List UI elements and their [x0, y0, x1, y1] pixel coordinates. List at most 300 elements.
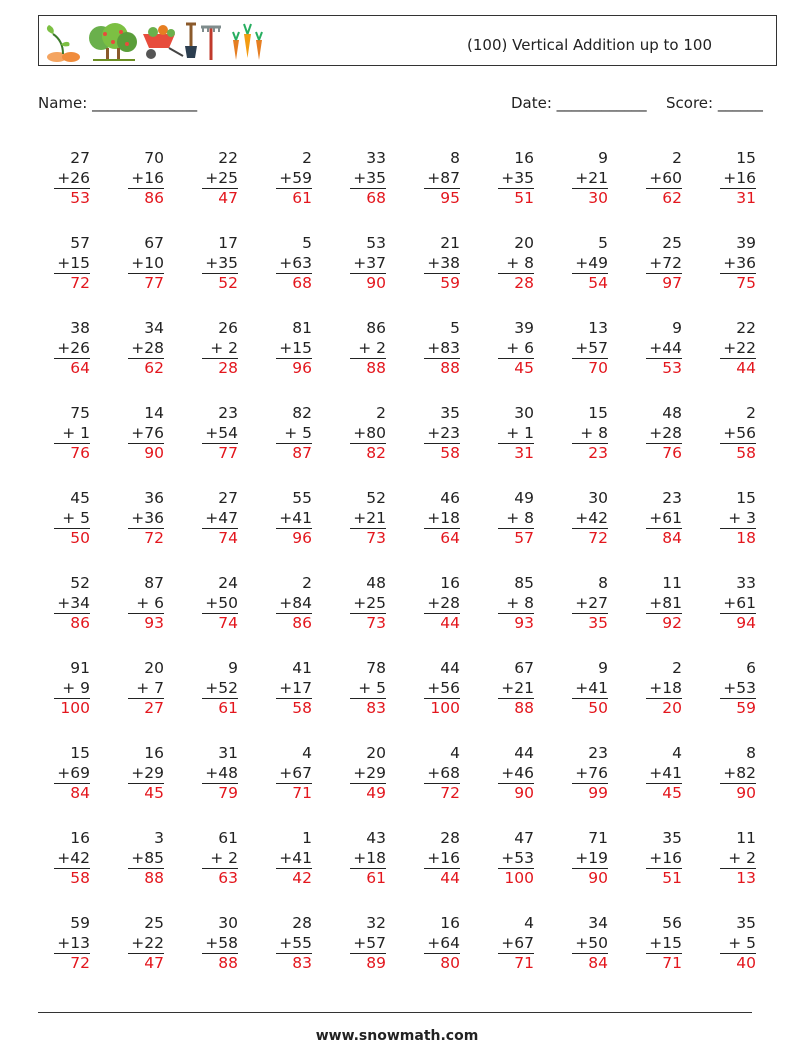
answer: 92: [662, 614, 682, 632]
addition-problem: [40, 574, 90, 634]
addend-bottom: +48: [205, 763, 238, 782]
answer: 62: [662, 189, 682, 207]
addend-top: 81: [292, 319, 312, 337]
answer: 28: [514, 274, 534, 292]
addend-bottom: +10: [131, 253, 164, 272]
answer: 70: [588, 359, 608, 377]
addition-problem: [336, 404, 386, 464]
addend-bottom: + 6: [136, 593, 164, 612]
name-field[interactable]: Name: ______________: [38, 94, 198, 112]
answer: 44: [736, 359, 756, 377]
addition-problem: [558, 659, 608, 719]
addend-bottom: + 8: [506, 508, 534, 527]
answer: 96: [292, 359, 312, 377]
answer: 99: [588, 784, 608, 802]
addend-bottom: +83: [427, 338, 460, 357]
answer: 84: [70, 784, 90, 802]
answer: 54: [588, 274, 608, 292]
addition-problem: [706, 234, 756, 294]
addition-problem: [262, 574, 312, 634]
addend-bottom: +61: [649, 508, 682, 527]
addend-top: 5: [598, 234, 608, 252]
addend-bottom: +46: [501, 763, 534, 782]
answer: 71: [662, 954, 682, 972]
answer: 59: [440, 274, 460, 292]
addend-top: 91: [70, 659, 90, 677]
addend-top: 25: [662, 234, 682, 252]
addition-problem: [114, 574, 164, 634]
addend-top: 45: [70, 489, 90, 507]
answer: 31: [514, 444, 534, 462]
addend-top: 44: [440, 659, 460, 677]
addend-top: 28: [292, 914, 312, 932]
answer: 13: [736, 869, 756, 887]
addition-problem: [558, 234, 608, 294]
answer: 77: [218, 444, 238, 462]
answer: 90: [366, 274, 386, 292]
answer: 35: [588, 614, 608, 632]
addend-top: 5: [450, 319, 460, 337]
addend-bottom: +27: [575, 593, 608, 612]
addition-problem: [188, 319, 238, 379]
answer: 74: [218, 529, 238, 547]
addend-bottom: +34: [57, 593, 90, 612]
addend-top: 23: [662, 489, 682, 507]
addition-problem: [188, 404, 238, 464]
addition-problem: [188, 149, 238, 209]
addend-top: 59: [70, 914, 90, 932]
addition-problem: [632, 319, 682, 379]
addend-top: 39: [736, 234, 756, 252]
addend-bottom: +52: [205, 678, 238, 697]
addend-bottom: +26: [57, 168, 90, 187]
addend-top: 25: [144, 914, 164, 932]
answer: 30: [588, 189, 608, 207]
addition-problem: [632, 659, 682, 719]
addition-problem: [410, 744, 460, 804]
addition-problem: [262, 659, 312, 719]
addend-top: 48: [662, 404, 682, 422]
addition-problem: [336, 744, 386, 804]
addend-bottom: +38: [427, 253, 460, 272]
addend-bottom: + 8: [580, 423, 608, 442]
addend-bottom: +54: [205, 423, 238, 442]
answer: 88: [366, 359, 386, 377]
addend-bottom: +15: [649, 933, 682, 952]
addend-bottom: + 5: [62, 508, 90, 527]
answer: 75: [736, 274, 756, 292]
answer: 62: [144, 359, 164, 377]
addend-bottom: +19: [575, 848, 608, 867]
addend-bottom: +37: [353, 253, 386, 272]
answer: 47: [144, 954, 164, 972]
addend-bottom: +17: [279, 678, 312, 697]
addition-problem: [558, 914, 608, 974]
answer: 73: [366, 529, 386, 547]
addend-top: 33: [736, 574, 756, 592]
addend-top: 67: [514, 659, 534, 677]
addend-top: 20: [514, 234, 534, 252]
addition-problem: [558, 489, 608, 549]
answer: 80: [440, 954, 460, 972]
addend-top: 30: [588, 489, 608, 507]
addition-problem: [558, 319, 608, 379]
answer: 61: [366, 869, 386, 887]
answer: 49: [366, 784, 386, 802]
addition-problem: [114, 914, 164, 974]
answer: 72: [70, 274, 90, 292]
footer-divider: [38, 1012, 752, 1013]
answer: 93: [144, 614, 164, 632]
addition-problem: [632, 574, 682, 634]
answer: 72: [70, 954, 90, 972]
addend-top: 6: [746, 659, 756, 677]
addition-problem: [484, 319, 534, 379]
addition-problem: [632, 489, 682, 549]
answer: 45: [514, 359, 534, 377]
addend-top: 23: [218, 404, 238, 422]
addend-top: 15: [736, 149, 756, 167]
addend-bottom: +57: [575, 338, 608, 357]
addend-bottom: +22: [131, 933, 164, 952]
addend-top: 49: [514, 489, 534, 507]
addend-top: 52: [70, 574, 90, 592]
addend-bottom: +15: [279, 338, 312, 357]
addend-bottom: +21: [575, 168, 608, 187]
addition-problem: [336, 574, 386, 634]
addition-problem: [188, 744, 238, 804]
answer: 79: [218, 784, 238, 802]
addend-bottom: +57: [353, 933, 386, 952]
addition-problem: [40, 914, 90, 974]
answer: 88: [218, 954, 238, 972]
addition-problem: [410, 489, 460, 549]
addend-bottom: +85: [131, 848, 164, 867]
addition-problem: [40, 234, 90, 294]
answer: 95: [440, 189, 460, 207]
addition-problem: [188, 574, 238, 634]
addend-top: 4: [524, 914, 534, 932]
addend-bottom: +50: [575, 933, 608, 952]
answer: 58: [440, 444, 460, 462]
addend-top: 4: [672, 744, 682, 762]
addend-top: 78: [366, 659, 386, 677]
answer: 72: [588, 529, 608, 547]
answer: 90: [144, 444, 164, 462]
addend-top: 9: [598, 659, 608, 677]
addition-problem: [188, 659, 238, 719]
addend-bottom: +53: [723, 678, 756, 697]
addition-problem: [262, 234, 312, 294]
addition-problem: [114, 404, 164, 464]
addition-problem: [114, 149, 164, 209]
addition-problem: [336, 149, 386, 209]
answer: 44: [440, 869, 460, 887]
addend-top: 56: [662, 914, 682, 932]
addition-problem: [40, 404, 90, 464]
addend-bottom: +61: [723, 593, 756, 612]
worksheet-title: (100) Vertical Addition up to 100: [467, 36, 712, 54]
addend-bottom: + 1: [506, 423, 534, 442]
answer: 68: [292, 274, 312, 292]
answer: 53: [70, 189, 90, 207]
addend-bottom: +82: [723, 763, 756, 782]
addend-top: 22: [218, 149, 238, 167]
addend-bottom: +49: [575, 253, 608, 272]
addend-top: 61: [218, 829, 238, 847]
answer: 86: [70, 614, 90, 632]
addend-bottom: +87: [427, 168, 460, 187]
addend-top: 57: [70, 234, 90, 252]
addend-top: 14: [144, 404, 164, 422]
addend-top: 87: [144, 574, 164, 592]
addend-top: 38: [70, 319, 90, 337]
addend-top: 2: [672, 149, 682, 167]
addend-bottom: +28: [649, 423, 682, 442]
addend-bottom: + 5: [284, 423, 312, 442]
addend-top: 75: [70, 404, 90, 422]
addend-bottom: +67: [279, 763, 312, 782]
answer: 83: [366, 699, 386, 717]
addition-problem: [262, 319, 312, 379]
date-field[interactable]: Date: ____________: [511, 94, 647, 112]
addend-top: 16: [440, 914, 460, 932]
addend-bottom: +25: [353, 593, 386, 612]
addend-bottom: +44: [649, 338, 682, 357]
answer: 82: [366, 444, 386, 462]
addend-top: 24: [218, 574, 238, 592]
addend-top: 1: [302, 829, 312, 847]
addend-top: 27: [70, 149, 90, 167]
addition-problem: [484, 829, 534, 889]
addend-bottom: +58: [205, 933, 238, 952]
addend-bottom: + 2: [210, 848, 238, 867]
addend-bottom: +35: [353, 168, 386, 187]
addend-top: 28: [440, 829, 460, 847]
answer: 74: [218, 614, 238, 632]
addend-top: 47: [514, 829, 534, 847]
addition-problem: [706, 744, 756, 804]
addition-problem: [410, 149, 460, 209]
addition-problem: [410, 914, 460, 974]
addend-bottom: +53: [501, 848, 534, 867]
addend-top: 16: [70, 829, 90, 847]
addition-problem: [484, 744, 534, 804]
addend-bottom: +18: [649, 678, 682, 697]
answer: 72: [440, 784, 460, 802]
addition-problem: [262, 914, 312, 974]
addition-problem: [484, 149, 534, 209]
addend-top: 41: [292, 659, 312, 677]
answer: 76: [70, 444, 90, 462]
addition-problem: [114, 489, 164, 549]
addition-problem: [484, 659, 534, 719]
addition-problem: [40, 489, 90, 549]
answer: 45: [662, 784, 682, 802]
addition-problem: [114, 829, 164, 889]
addend-bottom: +69: [57, 763, 90, 782]
addend-bottom: + 6: [506, 338, 534, 357]
addend-top: 9: [228, 659, 238, 677]
addition-problem: [706, 319, 756, 379]
answer: 88: [144, 869, 164, 887]
addend-bottom: +25: [205, 168, 238, 187]
addition-problem: [40, 829, 90, 889]
answer: 58: [736, 444, 756, 462]
answer: 50: [70, 529, 90, 547]
addend-bottom: + 5: [728, 933, 756, 952]
addend-bottom: +29: [353, 763, 386, 782]
addend-bottom: +55: [279, 933, 312, 952]
addition-problem: [188, 234, 238, 294]
addend-bottom: +56: [723, 423, 756, 442]
addend-top: 15: [70, 744, 90, 762]
answer: 64: [70, 359, 90, 377]
addend-top: 27: [218, 489, 238, 507]
addend-top: 2: [746, 404, 756, 422]
addend-top: 67: [144, 234, 164, 252]
addition-problem: [114, 319, 164, 379]
addend-bottom: +60: [649, 168, 682, 187]
addend-bottom: +21: [501, 678, 534, 697]
addend-bottom: +16: [649, 848, 682, 867]
addend-bottom: + 1: [62, 423, 90, 442]
addition-problem: [632, 234, 682, 294]
answer: 71: [514, 954, 534, 972]
answer: 72: [144, 529, 164, 547]
addend-top: 30: [514, 404, 534, 422]
addend-bottom: +68: [427, 763, 460, 782]
addend-top: 35: [440, 404, 460, 422]
answer: 61: [292, 189, 312, 207]
addend-top: 23: [588, 744, 608, 762]
answer: 51: [514, 189, 534, 207]
addend-bottom: +41: [279, 848, 312, 867]
addend-top: 2: [672, 659, 682, 677]
answer: 68: [366, 189, 386, 207]
addend-top: 52: [366, 489, 386, 507]
answer: 84: [662, 529, 682, 547]
answer: 88: [440, 359, 460, 377]
addition-problem: [262, 404, 312, 464]
addend-top: 4: [302, 744, 312, 762]
answer: 90: [514, 784, 534, 802]
addition-problem: [40, 744, 90, 804]
addend-top: 53: [366, 234, 386, 252]
addend-top: 35: [662, 829, 682, 847]
addition-problem: [706, 574, 756, 634]
answer: 76: [662, 444, 682, 462]
addend-top: 16: [440, 574, 460, 592]
addition-problem: [336, 234, 386, 294]
answer: 18: [736, 529, 756, 547]
answer: 50: [588, 699, 608, 717]
addend-bottom: +67: [501, 933, 534, 952]
addend-top: 26: [218, 319, 238, 337]
addition-problem: [558, 149, 608, 209]
score-field[interactable]: Score: ______: [666, 94, 763, 112]
addition-problem: [558, 404, 608, 464]
addend-top: 16: [514, 149, 534, 167]
addend-bottom: +36: [723, 253, 756, 272]
addition-problem: [336, 319, 386, 379]
addition-problem: [262, 744, 312, 804]
addition-problem: [114, 744, 164, 804]
answer: 42: [292, 869, 312, 887]
addition-problem: [262, 149, 312, 209]
addition-problem: [40, 319, 90, 379]
addend-top: 20: [144, 659, 164, 677]
addend-bottom: +59: [279, 168, 312, 187]
answer: 51: [662, 869, 682, 887]
addition-problem: [484, 914, 534, 974]
addend-bottom: + 9: [62, 678, 90, 697]
answer: 27: [144, 699, 164, 717]
addition-problem: [410, 829, 460, 889]
answer: 90: [736, 784, 756, 802]
addend-top: 82: [292, 404, 312, 422]
addend-top: 86: [366, 319, 386, 337]
answer: 58: [292, 699, 312, 717]
addend-top: 36: [144, 489, 164, 507]
addend-top: 13: [588, 319, 608, 337]
addition-problem: [706, 489, 756, 549]
addend-bottom: +36: [131, 508, 164, 527]
addend-top: 34: [588, 914, 608, 932]
addition-problem: [484, 574, 534, 634]
answer: 64: [440, 529, 460, 547]
addition-problem: [336, 659, 386, 719]
addition-problem: [706, 914, 756, 974]
addition-problem: [632, 829, 682, 889]
answer: 63: [218, 869, 238, 887]
addend-bottom: + 7: [136, 678, 164, 697]
answer: 86: [292, 614, 312, 632]
answer: 52: [218, 274, 238, 292]
addition-problem: [336, 489, 386, 549]
addend-top: 4: [450, 744, 460, 762]
addend-bottom: +29: [131, 763, 164, 782]
addend-top: 15: [736, 489, 756, 507]
addend-bottom: +28: [427, 593, 460, 612]
footer-site: www.snowmath.com: [315, 1028, 479, 1044]
answer: 100: [60, 699, 90, 717]
addition-problem: [410, 574, 460, 634]
addend-top: 34: [144, 319, 164, 337]
addend-top: 71: [588, 829, 608, 847]
addition-problem: [410, 319, 460, 379]
answer: 45: [144, 784, 164, 802]
answer: 100: [504, 869, 534, 887]
answer: 28: [218, 359, 238, 377]
addend-top: 21: [440, 234, 460, 252]
answer: 59: [736, 699, 756, 717]
addend-top: 8: [450, 149, 460, 167]
addition-problem: [706, 829, 756, 889]
answer: 73: [366, 614, 386, 632]
answer: 53: [662, 359, 682, 377]
answer: 87: [292, 444, 312, 462]
addend-top: 85: [514, 574, 534, 592]
addend-bottom: +23: [427, 423, 460, 442]
addition-problem: [484, 404, 534, 464]
answer: 86: [144, 189, 164, 207]
addend-top: 2: [376, 404, 386, 422]
addend-top: 11: [662, 574, 682, 592]
addend-bottom: +41: [575, 678, 608, 697]
addend-bottom: +76: [575, 763, 608, 782]
addend-top: 30: [218, 914, 238, 932]
